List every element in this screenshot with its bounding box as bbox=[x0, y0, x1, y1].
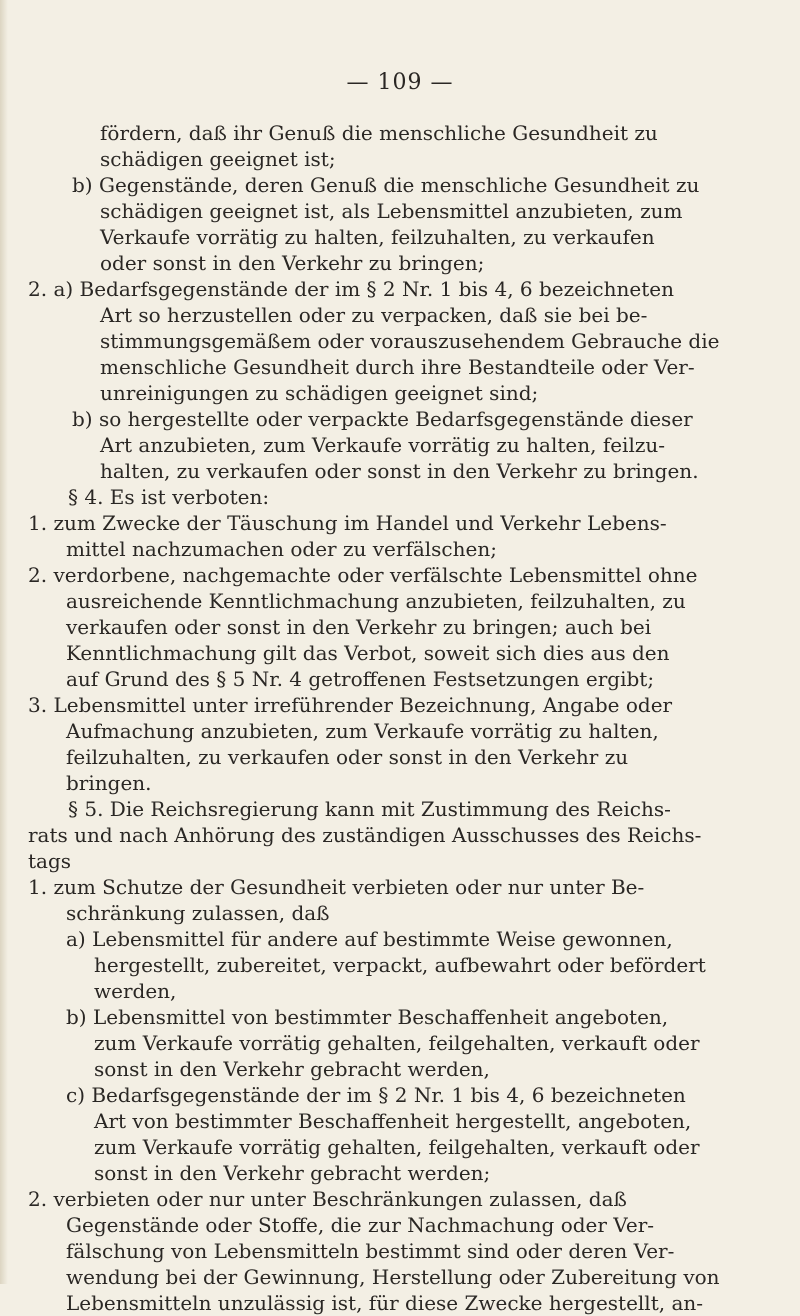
text-line: ausreichende Kenntlichmachung anzubieten, feilzuhalten, zu bbox=[66, 589, 686, 613]
text-line: 2. verdorbene, nachgemachte oder verfälschte Lebensmittel ohne bbox=[28, 563, 698, 587]
text-line: 1. zum Schutze der Gesundheit verbieten oder nur unter Be- bbox=[28, 875, 645, 899]
page-number: — 109 — bbox=[346, 70, 454, 95]
text-line: hergestellt, zubereitet, verpackt, aufbewahrt oder befördert bbox=[94, 953, 706, 977]
text-line: rats und nach Anhörung des zuständigen Ausschusses des Reichs- bbox=[28, 823, 702, 847]
text-line: c) Bedarfsgegenstände der im § 2 Nr. 1 bis 4, 6 bezeichneten bbox=[66, 1083, 686, 1107]
text-line: b) Lebensmittel von bestimmter Beschaffenheit angeboten, bbox=[66, 1005, 669, 1029]
text-line: oder sonst in den Verkehr zu bringen; bbox=[100, 251, 485, 275]
text-line: 3. Lebensmittel unter irreführender Bezeichnung, Angabe oder bbox=[28, 693, 673, 717]
text-line: § 4. Es ist verboten: bbox=[68, 485, 270, 509]
text-line: sonst in den Verkehr gebracht werden; bbox=[94, 1161, 491, 1185]
text-line: a) Lebensmittel für andere auf bestimmte Weise gewonnen, bbox=[66, 927, 673, 951]
text-line: mittel nachzumachen oder zu verfälschen; bbox=[66, 537, 497, 561]
text-line: 1. zum Zwecke der Täuschung im Handel und Verkehr Lebens- bbox=[28, 511, 667, 535]
text-line: b) Gegenstände, deren Genuß die menschliche Gesundheit zu bbox=[72, 173, 700, 197]
text-line: Gegenstände oder Stoffe, die zur Nachmachung oder Ver- bbox=[66, 1213, 655, 1237]
text-line: zum Verkaufe vorrätig gehalten, feilgehalten, verkauft oder bbox=[94, 1031, 700, 1055]
text-line: werden, bbox=[94, 979, 177, 1003]
text-line: Art so herzustellen oder zu verpacken, daß sie bei be- bbox=[100, 303, 648, 327]
text-line: feilzuhalten, zu verkaufen oder sonst in den Verkehr zu bbox=[66, 745, 629, 769]
text-line: 2. a) Bedarfsgegenstände der im § 2 Nr. 1 bis 4, 6 bezeichneten bbox=[28, 277, 674, 301]
text-line: stimmungsgemäßem oder vorauszusehendem Gebrauche die bbox=[100, 329, 720, 353]
text-line: Art von bestimmter Beschaffenheit hergestellt, angeboten, bbox=[94, 1109, 692, 1133]
text-line: Kenntlichmachung gilt das Verbot, soweit sich dies aus den bbox=[66, 641, 670, 665]
text-line: fördern, daß ihr Genuß die menschliche Gesundheit zu bbox=[100, 121, 658, 145]
text-line: Verkaufe vorrätig zu halten, feilzuhalten, zu verkaufen bbox=[100, 225, 655, 249]
text-line: Lebensmitteln unzulässig ist, für diese Zwecke hergestellt, an- bbox=[66, 1291, 704, 1315]
text-line: tags bbox=[28, 849, 72, 873]
text-line: verkaufen oder sonst in den Verkehr zu bringen; auch bei bbox=[66, 615, 652, 639]
page-edge bbox=[0, 0, 8, 1284]
text-line: Aufmachung anzubieten, zum Verkaufe vorrätig zu halten, bbox=[66, 719, 659, 743]
text-line: wendung bei der Gewinnung, Herstellung oder Zubereitung von bbox=[66, 1265, 720, 1289]
text-line: schädigen geeignet ist, als Lebensmittel anzubieten, zum bbox=[100, 199, 683, 223]
text-line: menschliche Gesundheit durch ihre Bestandteile oder Ver- bbox=[100, 355, 695, 379]
text-line: schädigen geeignet ist; bbox=[100, 147, 336, 171]
text-line: fälschung von Lebensmitteln bestimmt sind oder deren Ver- bbox=[66, 1239, 675, 1263]
text-line: § 5. Die Reichsregierung kann mit Zustimmung des Reichs- bbox=[68, 797, 671, 821]
text-line: auf Grund des § 5 Nr. 4 getroffenen Festsetzungen ergibt; bbox=[66, 667, 655, 691]
text-line: zum Verkaufe vorrätig gehalten, feilgehalten, verkauft oder bbox=[94, 1135, 700, 1159]
text-line: b) so hergestellte oder verpackte Bedarfsgegenstände dieser bbox=[72, 407, 693, 431]
text-line: sonst in den Verkehr gebracht werden, bbox=[94, 1057, 490, 1081]
body-text bbox=[28, 120, 780, 1316]
text-line: 2. verbieten oder nur unter Beschränkungen zulassen, daß bbox=[28, 1187, 627, 1211]
text-line: schränkung zulassen, daß bbox=[66, 901, 330, 925]
text-line: Art anzubieten, zum Verkaufe vorrätig zu halten, feilzu- bbox=[100, 433, 666, 457]
text-line: unreinigungen zu schädigen geeignet sind; bbox=[100, 381, 539, 405]
text-line: bringen. bbox=[66, 771, 152, 795]
text-line: halten, zu verkaufen oder sonst in den Verkehr zu bringen. bbox=[100, 459, 699, 483]
